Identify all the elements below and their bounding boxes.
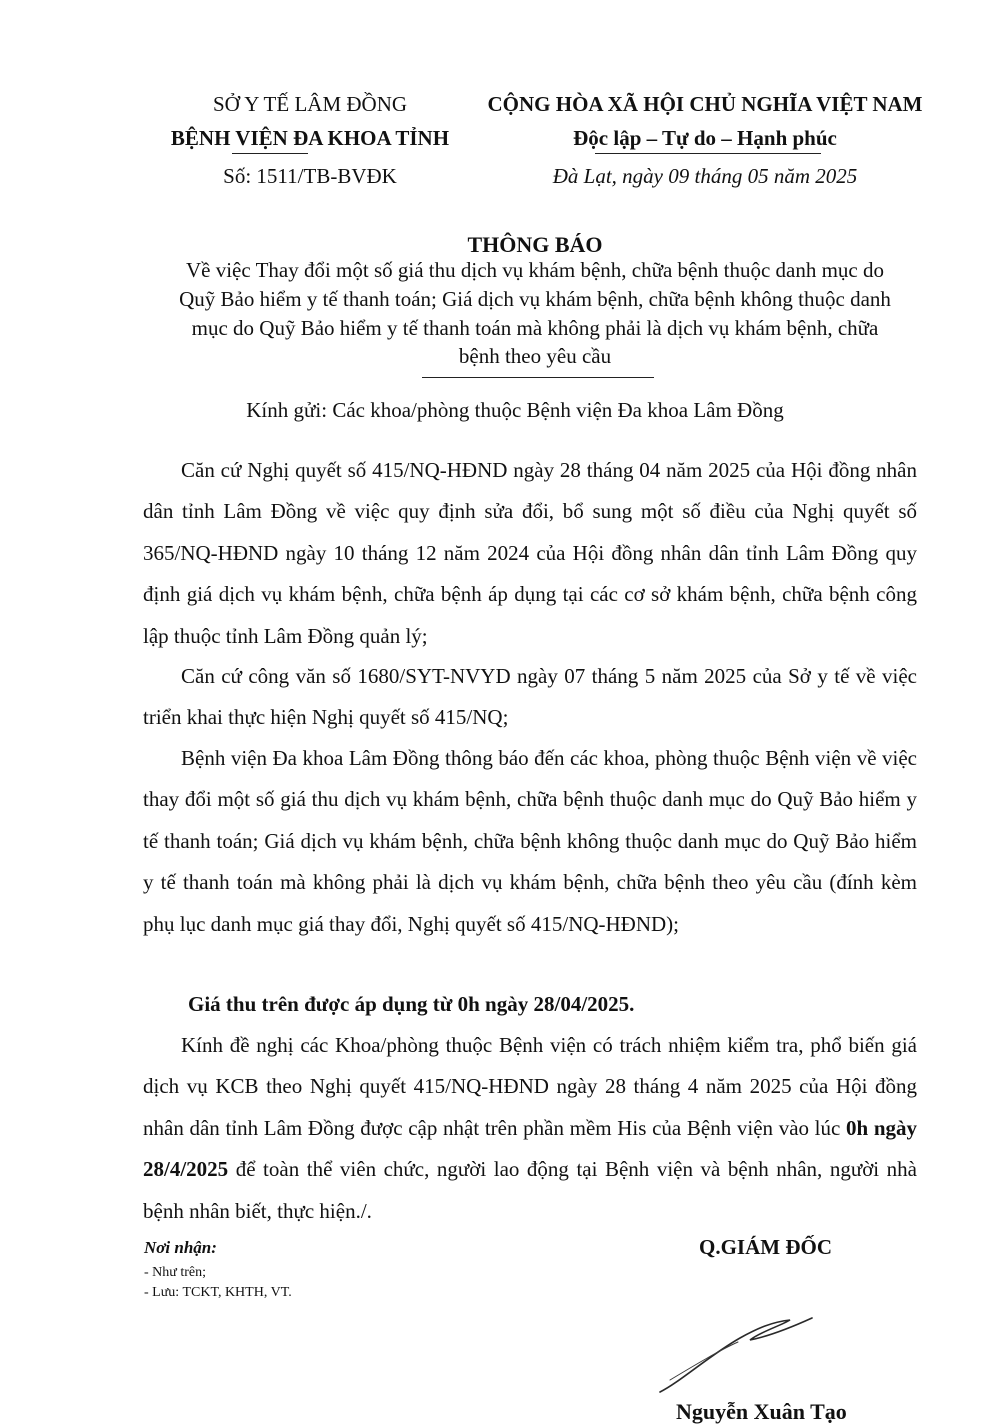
- paragraph-text: [143, 1025, 917, 1232]
- recipients-title: Nơi nhận:: [144, 1238, 217, 1257]
- paragraph-text-part: để toàn thể viên chức, người lao động tại Bệnh viện và bệnh nhân, người nhà bệnh nhân biết, thực hiện./.: [143, 1157, 917, 1223]
- subject-line: bệnh theo yêu cầu: [458, 344, 612, 368]
- subject-line: Về việc Thay đổi một số giá thu dịch vụ khám bệnh, chữa bệnh thuộc danh mục do: [185, 258, 884, 282]
- paragraph-text: Căn cứ công văn số 1680/SYT-NVYD ngày 07 tháng 5 năm 2025 của Sở y tế về việc triển khai thực hiện Nghị quyết số 415/NQ;: [143, 664, 917, 730]
- signer-name: Nguyễn Xuân Tạo: [676, 1399, 847, 1424]
- body-paragraph-3: [143, 738, 917, 945]
- national-title: CỘNG HÒA XÃ HỘI CHỦ NGHĨA VIỆT NAM: [487, 92, 923, 116]
- body-paragraph-4: [143, 984, 917, 1025]
- greeting: Kính gửi: Các khoa/phòng thuộc Bệnh viện Đa khoa Lâm Đồng: [246, 398, 784, 422]
- subject-line: mục do Quỹ Bảo hiểm y tế thanh toán mà không phải là dịch vụ khám bệnh, chữa: [191, 316, 879, 340]
- emphasized-time: 0h ngày 28/4/2025: [143, 1115, 918, 1182]
- body-paragraph-5: [143, 1025, 917, 1232]
- body-paragraph-1: [143, 450, 917, 657]
- org-name: BỆNH VIỆN ĐA KHOA TỈNH: [170, 126, 450, 150]
- place-date: Đà Lạt, ngày 09 tháng 05 năm 2025: [552, 164, 858, 188]
- title-underline: [422, 377, 654, 378]
- paragraph-text: Bệnh viện Đa khoa Lâm Đồng thông báo đến các khoa, phòng thuộc Bệnh viện về việc thay đổi một số giá thu dịch vụ khám bệnh, chữa bệnh thuộc danh mục do Quỹ Bảo hiểm y tế thanh toán; Giá dịch vụ khám bệnh, chữa bệnh không thuộc danh mục do Quỹ Bảo hiểm y tế thanh toán mà không phải là dịch vụ khám bệnh, chữa bệnh theo yêu cầu (đính kèm phụ lục danh mục giá thay đổi, Nghị quyết số 415/NQ-HĐND);: [143, 746, 917, 936]
- org-underline: [232, 153, 308, 154]
- paragraph-text-part: Kính đề nghị các Khoa/phòng thuộc Bệnh viện có trách nhiệm kiểm tra, phổ biến giá dịch vụ KCB theo Nghị quyết 415/NQ-HĐND ngày 28 tháng 4 năm 2025 của Hội đồng nhân dân tỉnh Lâm Đồng được cập nhật trên phần mềm His của Bệnh viện vào lúc: [143, 1033, 917, 1140]
- document-number: Số: 1511/TB-BVĐK: [223, 164, 397, 188]
- recipient-item: - Như trên;: [144, 1265, 207, 1280]
- body-paragraph-2: [143, 656, 917, 739]
- recipient-item: - Lưu: TCKT, KHTH, VT.: [144, 1285, 292, 1300]
- effective-date-notice: Giá thu trên được áp dụng từ 0h ngày 28/04/2025.: [188, 992, 635, 1016]
- paragraph-text: Căn cứ Nghị quyết số 415/NQ-HĐND ngày 28 tháng 04 năm 2025 của Hội đồng nhân dân tỉnh Lâm Đồng về việc quy định sửa đổi, bổ sung một số điều của Nghị quyết số 365/NQ-HĐND ngày 10 tháng 12 năm 2024 của Hội đồng nhân dân tỉnh Lâm Đồng quy định giá dịch vụ khám bệnh, chữa bệnh áp dụng tại các cơ sở khám bệnh, chữa bệnh công lập thuộc tỉnh Lâm Đồng quản lý;: [143, 458, 917, 648]
- national-motto: Độc lập – Tự do – Hạnh phúc: [573, 126, 837, 150]
- motto-underline: [595, 153, 821, 154]
- org-parent: SỞ Y TẾ LÂM ĐỒNG: [212, 92, 408, 116]
- subject-line: Quỹ Bảo hiểm y tế thanh toán; Giá dịch vụ khám bệnh, chữa bệnh không thuộc danh: [179, 287, 891, 311]
- signer-position: Q.GIÁM ĐỐC: [699, 1235, 832, 1259]
- handwritten-signature: [640, 1300, 840, 1400]
- document-title: THÔNG BÁO: [467, 232, 603, 257]
